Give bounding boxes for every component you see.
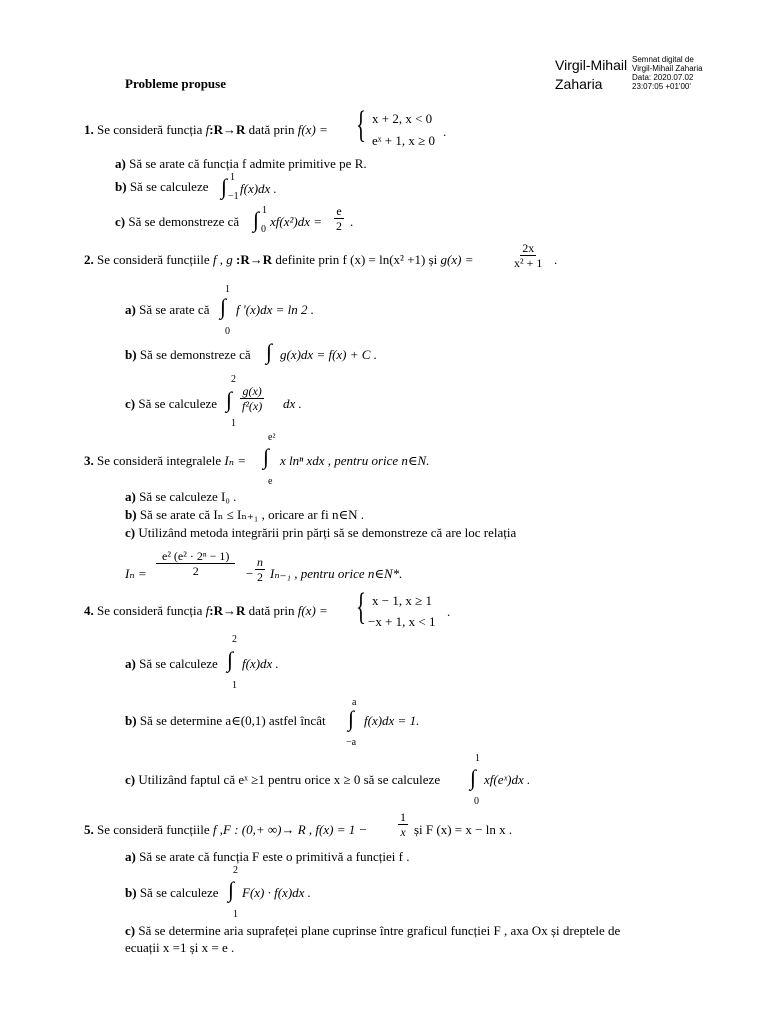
signature-name [555,56,627,94]
p1b-label: b) [115,179,127,194]
p2c-lower: 1 [231,418,236,429]
p3b-label: b) [125,507,137,522]
p1b-expr [240,181,277,197]
p5-f-den-text: x [400,825,406,839]
p2-intro: Se consideră funcțiile [97,252,210,267]
p1-def-head: f(x) = [297,122,328,137]
p4a-expr [242,656,279,672]
p2b-integral-icon: ∫ [266,339,273,364]
problem-1b [115,179,209,195]
p2-fdef: f (x) = ln(x² +1) și [342,252,438,267]
p4a-lower: 1 [232,680,237,691]
p1-case1: x + 2, x < 0 [372,111,433,126]
p2a-lower: 0 [225,326,230,337]
p3-rel-minus: − [246,566,254,581]
p4b-upper: a [352,697,357,708]
problem-1c [115,214,239,230]
p2-g-num: 2x [522,241,535,255]
p2b-label: b) [125,347,137,362]
p4a-label: a) [125,656,136,671]
p2-end: . [554,252,558,267]
p4b-label: b) [125,713,137,728]
p4-brace: { [356,586,367,628]
p3-relation-lhs [125,566,147,582]
p3-rel-n-den: 2 [257,570,263,584]
signature-label: Semnat digital de [632,55,694,64]
p1a-text: Să se arate că funcția f admite primitive pe R. [129,156,367,171]
problem-5-statement [84,822,367,838]
problem-3-number: 3. [84,453,94,468]
problem-5a [125,849,409,865]
p1-given: dată prin [248,122,295,137]
p2c-label: c) [125,396,136,411]
p1a-label: a) [115,156,126,171]
p2b-expr [280,347,377,363]
p5c-label: c) [125,923,136,938]
p3-lhs: Iₙ = [224,453,247,468]
p5b-upper: 2 [233,865,238,876]
p3-rel-lhs-text: Iₙ = [125,566,147,581]
p2-gdef: g(x) = [440,252,474,267]
p2-given: definite prin [275,252,340,267]
problem-5c [125,923,620,939]
p4a-text: Să se calculeze [139,656,218,671]
p4-case1: x − 1, x ≥ 1 [372,593,432,608]
p1c-expr-text: xf(x²)dx = [270,214,322,229]
p2c-expr [283,396,302,412]
p4c-expr-text: xf(eˣ)dx . [484,772,531,787]
p4a-expr-text: f(x)dx . [242,656,279,671]
p4-domain: :R→R [209,603,246,618]
p5-fdef: f(x) = 1 − [315,822,368,837]
problem-2-statement [84,252,473,268]
p1-case2: eˣ + 1, x ≥ 0 [372,133,435,148]
p5c-text1: Să se determine aria suprafeței plane cuprinse între graficul funcției F , axa Ox și dreptele de [138,923,621,938]
p1c-label: c) [115,214,126,229]
p1c-lower: 0 [261,224,266,235]
p2a-expr-text: f '(x)dx = ln 2 . [236,302,314,317]
p3b-text: Să se arate că Iₙ ≤ Iₙ₊₁ , oricare ar fi n∈N . [139,507,364,522]
problem-5b [125,885,219,901]
p5a-text: Să se arate că funcția F este o primitivă a funcției f . [139,849,410,864]
p3a-text: Să se calculeze I₀ . [139,489,237,504]
p2c-den-text: f²(x) [242,399,263,413]
p5b-lower: 1 [233,909,238,920]
p4b-expr-text: f(x)dx = 1. [364,713,420,728]
p3-rel-end-text: Iₙ₋₁ , pentru orice n∈N*. [270,566,403,581]
problem-3c [125,525,516,541]
p1-fname: f [205,122,210,137]
p1-end: . [443,124,447,139]
p4-given: dată prin [248,603,295,618]
p1-intro: Se consideră funcția [97,122,203,137]
problem-3b [125,507,364,523]
p1b-text: Să se calculeze [129,179,209,194]
p2-g-den: x² + 1 [514,256,543,270]
p1b-integral-icon: ∫ [221,174,228,199]
problem-1-statement [84,122,328,138]
p4a-integral-icon: ∫ [227,647,234,672]
p3-rel-n-fraction [255,555,265,584]
p3a-label: a) [125,489,136,504]
p2c-num-text: g(x) [242,384,262,398]
p3-rel-den: 2 [192,564,199,578]
p2b-expr-text: g(x)dx = f(x) + C . [280,347,377,362]
p4-fname: f [205,603,210,618]
p4c-upper: 1 [475,753,480,764]
page-title: Probleme propuse [125,76,226,91]
p5-fnames: f ,F : (0,+ ∞)→ R , [212,822,313,837]
p3-integral-icon: ∫ [263,444,270,469]
p4b-lower: −a [346,737,357,748]
p5-f-num: 1 [400,810,406,824]
p5-intro: Se consideră funcțiile [97,822,210,837]
p4c-text: Utilizând faptul că eˣ ≥1 pentru orice x ≥ 0 să se calculeze [138,772,441,787]
p5-Fdef: și F (x) = x − ln x . [414,822,513,837]
p4-def-head: f(x) = [297,603,328,618]
problem-2a [125,302,209,318]
p2a-upper: 1 [225,284,230,295]
p1c-text: Să se demonstreze că [128,214,240,229]
p3c-text: Utilizând metoda integrării prin părți să se demonstreze că are loc relația [138,525,517,540]
p5-f-fraction [398,810,408,839]
p1-domain: :R→R [209,122,246,137]
p1b-upper: 1 [230,172,235,183]
p4b-integral-icon: ∫ [348,706,355,731]
problem-3a [125,489,236,505]
p2a-label: a) [125,302,136,317]
p4-case2: −x + 1, x < 1 [368,614,436,629]
p3-relation-fraction [156,549,235,578]
signature-signer: Virgil-Mihail Zaharia [632,64,703,73]
p4-end: . [447,604,451,619]
p2c-den [240,399,264,413]
p3-intro: Se consideră integralele [97,453,222,468]
p4c-integral-icon: ∫ [470,765,477,790]
p3-upper: e² [268,432,276,443]
signature-time: 23:07:05 +01'00' [632,82,691,91]
p2c-integral-icon: ∫ [226,387,233,412]
problem-1a [115,156,367,172]
p4b-text: Să se determine a∈(0,1) astfel încât [139,713,326,728]
p2-g-fraction [512,241,544,270]
p3-rel-n-num [255,555,265,570]
p1c-expr [270,214,322,230]
p4b-expr [364,713,419,729]
p4c-lower: 0 [474,796,479,807]
p2a-integral-icon: ∫ [220,294,227,319]
problem-4-statement [84,603,328,619]
problem-5c-line2: ecuații x =1 și x = e . [125,940,235,955]
p5b-expr-text: F(x) · f(x)dx . [242,885,311,900]
p4a-upper: 2 [232,634,237,645]
p1c-num: e [336,204,342,218]
p1b-expr-text: f(x)dx . [240,181,277,196]
problem-2-number: 2. [84,252,94,267]
p5a-label: a) [125,849,136,864]
p2-fnames: f , g [212,252,233,267]
p3-rel-n-num-text: n [257,555,263,569]
p5b-integral-icon: ∫ [228,877,235,902]
p1c-den: 2 [336,219,342,233]
problem-2c [125,396,217,412]
p1-brace: { [356,104,367,146]
p3-lower: e [268,476,273,487]
p2c-expr-text: dx . [283,396,302,411]
p1c-fraction [334,204,344,233]
p2a-expr [236,302,314,318]
signature-date: Data: 2020.07.02 [632,73,694,82]
p5b-text: Să se calculeze [139,885,219,900]
p4c-label: c) [125,772,136,787]
p3-integrand [280,453,429,469]
p4c-expr [484,772,530,788]
problem-4b [125,713,326,729]
signature-name-line1: Virgil-Mihail [555,57,628,73]
p3-rel-num: e² (e² · 2ⁿ − 1) [156,549,235,564]
problem-1-number: 1. [84,122,94,137]
p1c-integral-icon: ∫ [253,207,260,232]
p5-f-den [398,825,407,839]
p2c-upper: 2 [231,374,236,385]
p3c-label: c) [125,525,136,540]
p1c-end: . [350,214,354,229]
problem-4c [125,772,440,788]
problem-3-statement [84,453,246,469]
p5b-expr [242,885,311,901]
p2b-text: Să se demonstreze că [139,347,251,362]
p1b-lower: −1 [228,191,239,202]
p3-integrand-text: x lnⁿ xdx , pentru orice n∈N. [280,453,430,468]
p2c-num [240,384,263,399]
problem-5-number: 5. [84,822,94,837]
signature-name-line2: Zaharia [555,76,603,92]
p1c-upper: 1 [262,205,267,216]
p4-intro: Se consideră funcția [97,603,203,618]
p2a-text: Să se arate că [139,302,210,317]
signature-info [632,55,703,91]
p2c-text: Să se calculeze [138,396,218,411]
p5b-label: b) [125,885,137,900]
p2c-fraction [240,384,264,413]
problem-4a [125,656,218,672]
p2-domain: :R→R [236,252,273,267]
problem-4-number: 4. [84,603,94,618]
p3-rel-end [270,566,402,582]
problem-2b [125,347,251,363]
